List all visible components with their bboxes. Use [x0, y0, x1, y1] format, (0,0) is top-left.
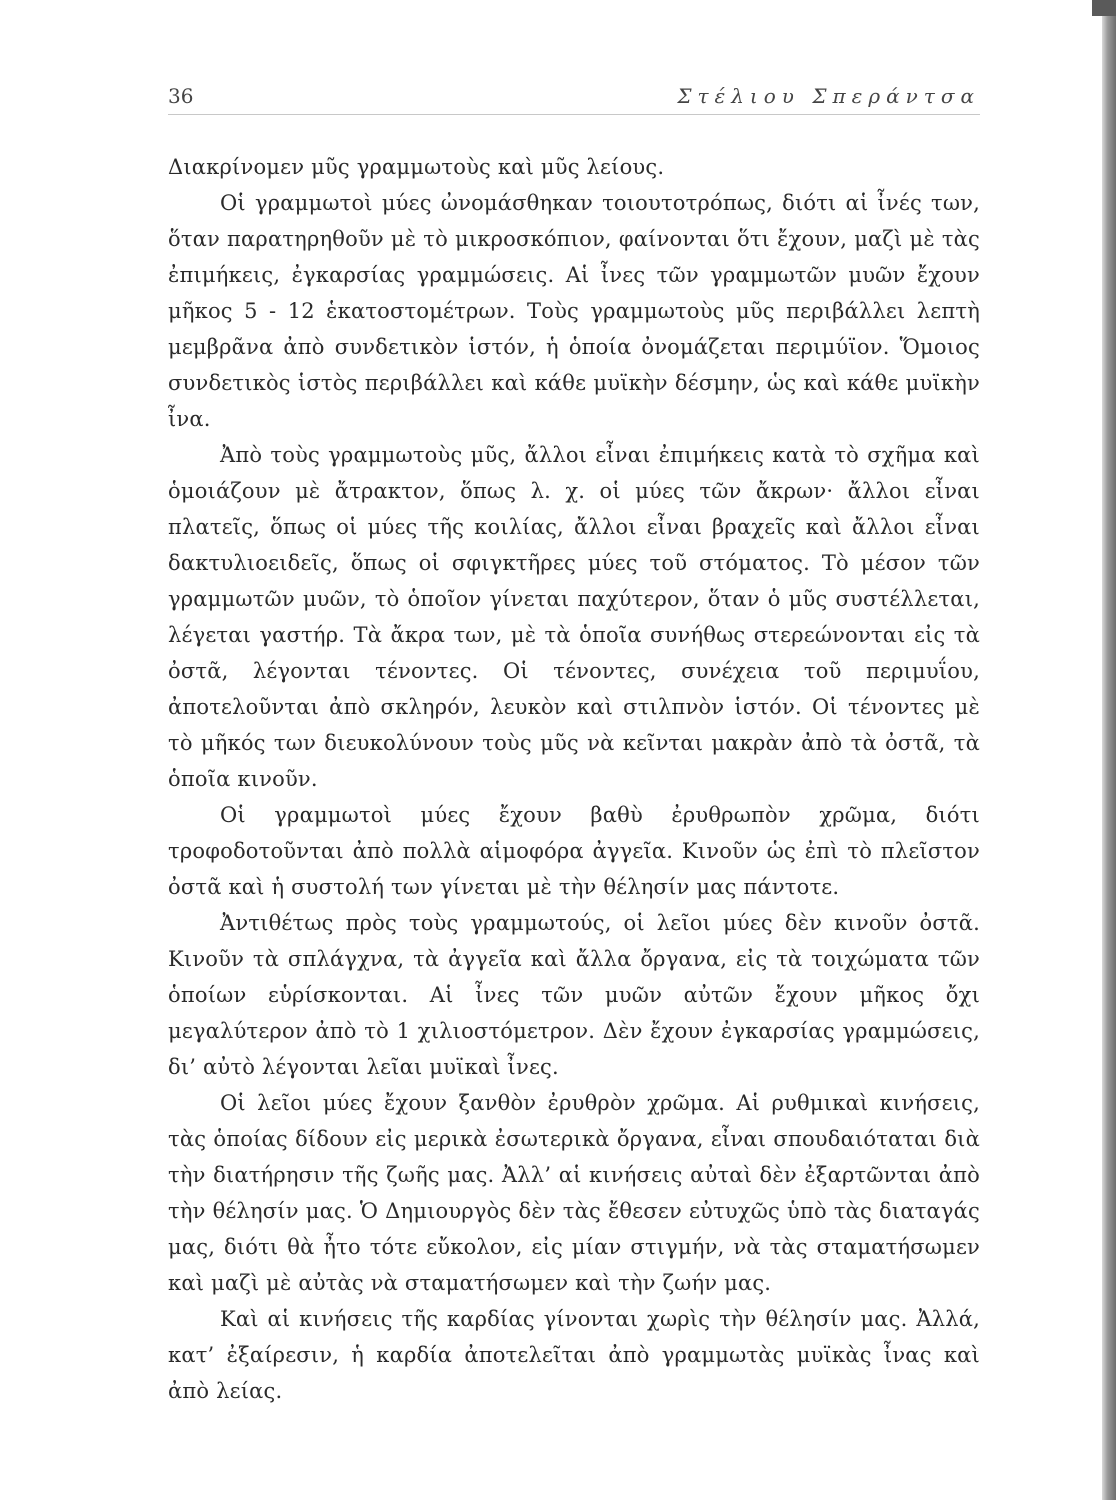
book-page — [168, 84, 980, 1409]
running-header — [168, 84, 980, 115]
paragraph: Ἀντιθέτως πρὸς τοὺς γραμμωτούς, οἱ λεῖοι μύες δὲν κινοῦν ὀστᾶ. Κινοῦν τὰ σπλάγχνα, τὰ ἀγγεῖα καὶ ἄλλα ὄργανα, εἰς τὰ τοιχώματα τῶν ὁποίων εὑρίσκονται. Αἱ ἶνες τῶν μυῶν αὐτῶν ἔχουν μῆκος ὄχι μεγαλύτερον ἀπὸ τὸ 1 χιλιοστόμετρον. Δὲν ἔχουν ἐγκαρσίας γραμμώσεις, δι’ αὐτὸ λέγονται λεῖαι μυϊκαὶ ἶνες. — [168, 911, 980, 1079]
paragraph: Διακρίνομεν μῦς γραμμωτοὺς καὶ μῦς λείους. — [168, 155, 665, 179]
running-title: Στέλιου Σπεράντσα — [677, 84, 980, 108]
body-text — [168, 149, 980, 1409]
scan-edge — [1102, 0, 1116, 1500]
paragraph: Οἱ λεῖοι μύες ἔχουν ξανθὸν ἐρυθρὸν χρῶμα. Αἱ ρυθμικαὶ κινήσεις, τὰς ὁποίας δίδουν εἰς μερικὰ ἐσωτερικὰ ὄργανα, εἶναι σπουδαιόταται διὰ τὴν διατήρησιν τῆς ζωῆς μας. Ἀλλ’ αἱ κινήσεις αὐταὶ δὲν ἐξαρτῶνται ἀπὸ τὴν θέλησίν μας. Ὁ Δημιουργὸς δὲν τὰς ἔθεσεν εὐτυχῶς ὑπὸ τὰς διαταγάς μας, διότι θὰ ἦτο τότε εὔκολον, εἰς μίαν στιγμήν, νὰ τὰς σταματήσωμεν καὶ μαζὶ μὲ αὐτὰς νὰ σταματήσωμεν καὶ τὴν ζωήν μας. — [168, 1091, 980, 1295]
page-number: 36 — [168, 84, 194, 108]
paragraph: Καὶ αἱ κινήσεις τῆς καρδίας γίνονται χωρὶς τὴν θέλησίν μας. Ἀλλά, κατ’ ἐξαίρεσιν, ἡ καρδία ἀποτελεῖται ἀπὸ γραμμωτὰς μυϊκὰς ἶνας καὶ ἀπὸ λείας. — [168, 1307, 980, 1403]
paragraph: Οἱ γραμμωτοὶ μύες ἔχουν βαθὺ ἐρυθρωπὸν χρῶμα, διότι τροφοδοτοῦνται ἀπὸ πολλὰ αἱμοφόρα ἀγγεῖα. Κινοῦν ὡς ἐπὶ τὸ πλεῖστον ὀστᾶ καὶ ἡ συστολή των γίνεται μὲ τὴν θέλησίν μας πάντοτε. — [168, 803, 980, 899]
paragraph: Οἱ γραμμωτοὶ μύες ὠνομάσθηκαν τοιουτοτρόπως, διότι αἱ ἶνές των, ὅταν παρατηρηθοῦν μὲ τὸ μικροσκόπιον, φαίνονται ὅτι ἔχουν, μαζὶ μὲ τὰς ἐπιμήκεις, ἐγκαρσίας γραμμώσεις. Αἱ ἶνες τῶν γραμμωτῶν μυῶν ἔχουν μῆκος 5 - 12 ἑκατοστομέτρων. Τοὺς γραμμωτοὺς μῦς περιβάλλει λεπτὴ μεμβρᾶνα ἀπὸ συνδετικὸν ἱστόν, ἡ ὁποία ὀνομάζεται περιμύϊον. Ὅμοιος συνδετικὸς ἱστὸς περιβάλλει καὶ κάθε μυϊκὴν δέσμην, ὡς καὶ κάθε μυϊκὴν ἶνα. — [168, 191, 980, 431]
paragraph: Ἀπὸ τοὺς γραμμωτοὺς μῦς, ἄλλοι εἶναι ἐπιμήκεις κατὰ τὸ σχῆμα καὶ ὁμοιάζουν μὲ ἄτρακτον, ὅπως λ. χ. οἱ μύες τῶν ἄκρων· ἄλλοι εἶναι πλατεῖς, ὅπως οἱ μύες τῆς κοιλίας, ἄλλοι εἶναι βραχεῖς καὶ ἄλλοι εἶναι δακτυλιοειδεῖς, ὅπως οἱ σφιγκτῆρες μύες τοῦ στόματος. Τὸ μέσον τῶν γραμμωτῶν μυῶν, τὸ ὁποῖον γίνεται παχύτερον, ὅταν ὁ μῦς συστέλλεται, λέγεται γαστήρ. Τὰ ἄκρα των, μὲ τὰ ὁποῖα συνήθως στερεώνονται εἰς τὰ ὀστᾶ, λέγονται τένοντες. Οἱ τένοντες, συνέχεια τοῦ περιμυΐου, ἀποτελοῦνται ἀπὸ σκληρόν, λευκὸν καὶ στιλπνὸν ἱστόν. Οἱ τένοντες μὲ τὸ μῆκός των διευκολύνουν τοὺς μῦς νὰ κεῖνται μακρὰν ἀπὸ τὰ ὀστᾶ, τὰ ὁποῖα κινοῦν. — [168, 443, 980, 791]
scan-corner — [1092, 0, 1116, 16]
